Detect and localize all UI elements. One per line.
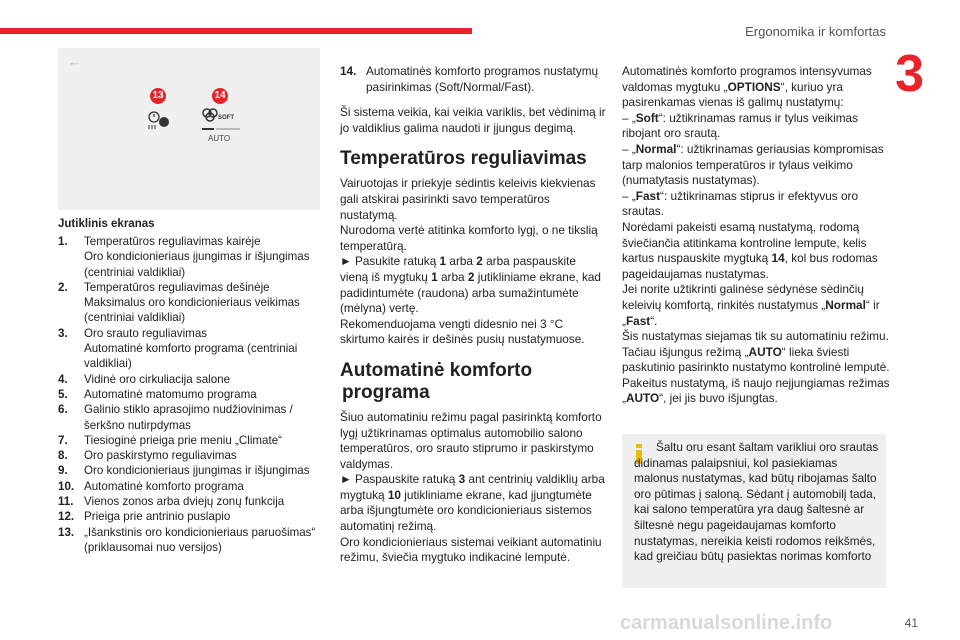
list-item bbox=[58, 295, 320, 326]
list-item-number: 2. bbox=[58, 280, 68, 294]
callout-badge-14: 14 bbox=[212, 88, 228, 104]
list-item bbox=[58, 280, 320, 295]
list-item bbox=[58, 448, 320, 463]
info-note bbox=[622, 434, 886, 588]
header-red-bar bbox=[0, 28, 472, 34]
list-item bbox=[58, 494, 320, 509]
list-item bbox=[58, 525, 320, 556]
list-item bbox=[58, 433, 320, 448]
soft-label: SOFT bbox=[218, 115, 234, 121]
text: “. bbox=[650, 313, 658, 328]
text: Automatinės komforto programos intensyvumas valdomas mygtuku „ bbox=[622, 64, 872, 94]
touchscreen-illustration bbox=[58, 48, 320, 210]
temp-paragraph-4: Rekomenduojama vengti didesnio nei 3 °C skirtumo kairės ir dešinės pusių nustatymuose. bbox=[340, 316, 585, 347]
heading-auto-comfort bbox=[340, 360, 606, 404]
list-item-number: 5. bbox=[58, 387, 68, 401]
ref: 10 bbox=[387, 487, 401, 502]
list-item-number: 1. bbox=[58, 235, 68, 248]
list-item-number bbox=[58, 341, 84, 372]
list-item bbox=[58, 372, 320, 387]
list-item-text: Vidinė oro cirkuliacija salone bbox=[84, 372, 231, 386]
dash: – „ bbox=[622, 188, 636, 203]
list-item-number: 8. bbox=[58, 449, 68, 463]
page-number: 41 bbox=[904, 616, 918, 630]
item-14-number: 14. bbox=[340, 64, 357, 78]
list-item bbox=[58, 509, 320, 524]
text: “ ir „ bbox=[622, 297, 880, 328]
intro-paragraph: Ši sistema veikia, kai veikia variklis, bet vėdinimą ir jo valdiklius galima naudoti ir įjungus degimą. bbox=[340, 105, 606, 135]
item-14-text: Automatinės komforto programos nustatymų pasirinkimas (Soft/Normal/Fast). bbox=[366, 64, 599, 94]
list-item-text: Automatinė komforto programa (centriniai valdikliai) bbox=[84, 342, 298, 371]
text: arba paspauskite vieną iš mygtukų bbox=[340, 254, 576, 284]
list-item bbox=[58, 402, 320, 433]
ref: 3 bbox=[458, 472, 466, 487]
list-item-text: Oro kondicionieriaus įjungimas ir išjungimas bbox=[84, 464, 310, 478]
list-item-text: „Išankstinis oro kondicionieriaus paruošimas“ (priklausomai nuo versijos) bbox=[84, 525, 316, 554]
list-item-text: Galinio stiklo aprasojimo nudžiovinimas / šerkšno nutirpdymas bbox=[84, 403, 293, 432]
text: “ lieka šviesti paskutinio pasirinkto nustatymo kontrolinė lemputė. bbox=[622, 344, 890, 375]
list-item bbox=[58, 341, 320, 372]
list-item-number: 6. bbox=[58, 403, 68, 417]
list-item-number: 7. bbox=[58, 433, 68, 447]
auto-paragraph-2 bbox=[340, 472, 606, 534]
term: AUTO bbox=[748, 344, 782, 359]
text: Šis nustatymas siejamas tik su automatiniu režimu. Tačiau išjungus režimą „ bbox=[622, 329, 889, 359]
list-item-text: Maksimalus oro kondicionieriaus veikimas (centriniai valdikliai) bbox=[84, 296, 300, 325]
auto-label: AUTO bbox=[208, 134, 231, 143]
list-caption: Jutiklinis ekranas bbox=[58, 218, 155, 230]
text: “: užtikrinamas geriausias kompromisas tarp malonios temperatūros ir tylaus veikimo (numatytasis nustatymas). bbox=[622, 141, 884, 188]
ref: 14 bbox=[771, 251, 785, 266]
chapter-number: 3 bbox=[895, 45, 924, 103]
heading-line-1: Automatinė komforto bbox=[340, 359, 533, 381]
dash: – „ bbox=[622, 141, 636, 156]
options-paragraph bbox=[622, 64, 890, 111]
options-term: OPTIONS bbox=[727, 79, 781, 94]
controls-list bbox=[58, 234, 320, 555]
rear-paragraph bbox=[622, 282, 890, 329]
list-item-text: Vienos zonos arba dviejų zonų funkcija bbox=[84, 495, 285, 509]
text: , kol bus rodomas pageidaujamas nustatymas. bbox=[622, 251, 878, 281]
term: Soft bbox=[635, 110, 659, 125]
text: ► Paspauskite ratuką bbox=[340, 472, 459, 487]
temp-paragraph-1: Vairuotojas ir priekyje sėdintis keleivis kiekvienas gali atskirai pasirinkti savo temperatūros nustatymą. bbox=[340, 176, 596, 222]
watermark: carmanualsonline.info bbox=[620, 612, 833, 634]
list-item bbox=[58, 463, 320, 478]
auto-only-paragraph bbox=[622, 329, 890, 376]
list-item-number: 11. bbox=[58, 495, 74, 509]
text: Jei norite užtikrinti galinėse sėdynėse sėdinčių keleivių komfortą, rinkitės nustatymus „ bbox=[622, 282, 864, 312]
text: “, kuriuo yra pasirenkamas vienas iš galimų nustatymų: bbox=[622, 79, 844, 110]
list-item-number: 4. bbox=[58, 372, 68, 386]
ref: 1 bbox=[431, 269, 438, 284]
column-2 bbox=[340, 64, 606, 566]
auto-paragraph-3: Oro kondicionieriaus sistemai veikiant automatiniu režimu, šviečia mygtuko indikacinė lemputė. bbox=[340, 534, 602, 565]
list-item-text: Prieiga prie antrinio puslapio bbox=[84, 510, 231, 524]
list-item-text: Automatinė komforto programa bbox=[84, 479, 244, 493]
text: “: užtikrinamas ramus ir tylus veikimas ribojant oro srautą. bbox=[622, 110, 858, 141]
ref: 2 bbox=[467, 269, 475, 284]
option-fast bbox=[622, 189, 890, 220]
text: arba bbox=[437, 269, 468, 284]
list-item-number: 12. bbox=[58, 510, 75, 524]
back-arrow-icon: ← bbox=[68, 54, 81, 69]
text: “: užtikrinamas stiprus ir efektyvus oro srautas. bbox=[622, 188, 859, 219]
list-item-number bbox=[58, 249, 84, 280]
ref: 1 bbox=[439, 254, 447, 269]
option-normal bbox=[622, 142, 890, 189]
temp-paragraph-2: Nurodoma vertė atitinka komforto lygį, o ne tikslią temperatūrą. bbox=[340, 223, 598, 253]
section-title: Ergonomika ir komfortas bbox=[745, 24, 886, 39]
auto-paragraph-1: Šiuo automatiniu režimu pagal pasirinktą komforto lygį užtikrinamas optimalus automobilio salono temperatūros, oro srauto stiprumo ir paskirstymo valdymas. bbox=[340, 409, 602, 471]
list-item-text: Oro paskirstymo reguliavimas bbox=[84, 449, 237, 463]
preconditioning-icon bbox=[146, 108, 172, 130]
list-item bbox=[58, 479, 320, 494]
list-item-text: Automatinė matomumo programa bbox=[84, 387, 257, 401]
term: Fast bbox=[635, 188, 661, 203]
term: AUTO bbox=[625, 391, 660, 406]
option-soft bbox=[622, 111, 890, 142]
list-item-text: Temperatūros reguliavimas dešinėje bbox=[84, 280, 270, 294]
list-item-text: Oro kondicionieriaus įjungimas ir išjungimas (centriniai valdikliai) bbox=[84, 250, 310, 279]
text: ► Pasukite ratuką bbox=[340, 254, 440, 269]
reset-paragraph bbox=[622, 376, 890, 407]
intensity-bar-active bbox=[202, 128, 214, 130]
heading-temperature: Temperatūros reguliavimas bbox=[340, 148, 587, 170]
ref: 2 bbox=[476, 254, 483, 269]
term: Fast bbox=[625, 313, 651, 328]
text: arba bbox=[446, 254, 477, 269]
text: jutikliniame ekrane, kad įjungtumėte arba išjungtumėte oro kondicionieriaus sistemos automatinį režimą. bbox=[340, 487, 592, 534]
list-item-text: Temperatūros reguliavimas kairėje bbox=[84, 235, 261, 248]
text: “, jei jis buvo išjungtas. bbox=[659, 391, 778, 406]
dash: – „ bbox=[622, 110, 636, 125]
list-item-text: Tiesioginė prieiga prie meniu „Climate“ bbox=[84, 433, 283, 447]
info-note-text: Šaltu oru esant šaltam varikliui oro srautas didinamas palaipsniui, kol pasiekiamas malonus nustatymas, kad būtų ribojamas šalto oro pūtimas į saloną. Sėdant į automobilį tada, kai salono temperatūra yra daug šaltesnė ar šiltesnė negu pageidaujamas komforto nustatymas, nereikia keisti rodomos reikšmės, kad greičiau būtų pasiektas norimas komforto bbox=[634, 440, 879, 564]
text: Pakeitus nustatymą, iš naujo neįjungiamas režimas „ bbox=[622, 375, 890, 406]
heading-line-2: programa bbox=[342, 381, 430, 403]
list-item bbox=[58, 387, 320, 402]
list-item-number: 3. bbox=[58, 326, 68, 340]
list-item-number: 9. bbox=[58, 464, 68, 478]
list-item bbox=[58, 326, 320, 341]
list-item-text: Oro srauto reguliavimas bbox=[84, 326, 208, 340]
list-item bbox=[58, 249, 320, 280]
column-3 bbox=[622, 64, 890, 407]
list-item-number: 10. bbox=[58, 479, 75, 493]
change-paragraph bbox=[622, 220, 890, 282]
term: Normal bbox=[635, 141, 677, 156]
intensity-bar-inactive bbox=[216, 128, 240, 130]
text: jutikliniame ekrane, kad padidintumėte (raudona) arba sumažintumėte (mėlyna) vertę. bbox=[340, 269, 601, 316]
term: Normal bbox=[825, 297, 866, 312]
text: Norėdami pakeisti esamą nustatymą, rodomą šviečiančia atitinkama kontroline lempute, kelis kartus nuspauskite mygtuką bbox=[622, 219, 867, 266]
list-item-number bbox=[58, 295, 84, 326]
list-item-number: 13. bbox=[58, 525, 75, 539]
list-item bbox=[58, 234, 320, 249]
callout-badge-13: 13 bbox=[150, 88, 166, 104]
temp-paragraph-3 bbox=[340, 254, 606, 316]
text: ant centrinių valdiklių arba mygtuką bbox=[340, 472, 605, 502]
